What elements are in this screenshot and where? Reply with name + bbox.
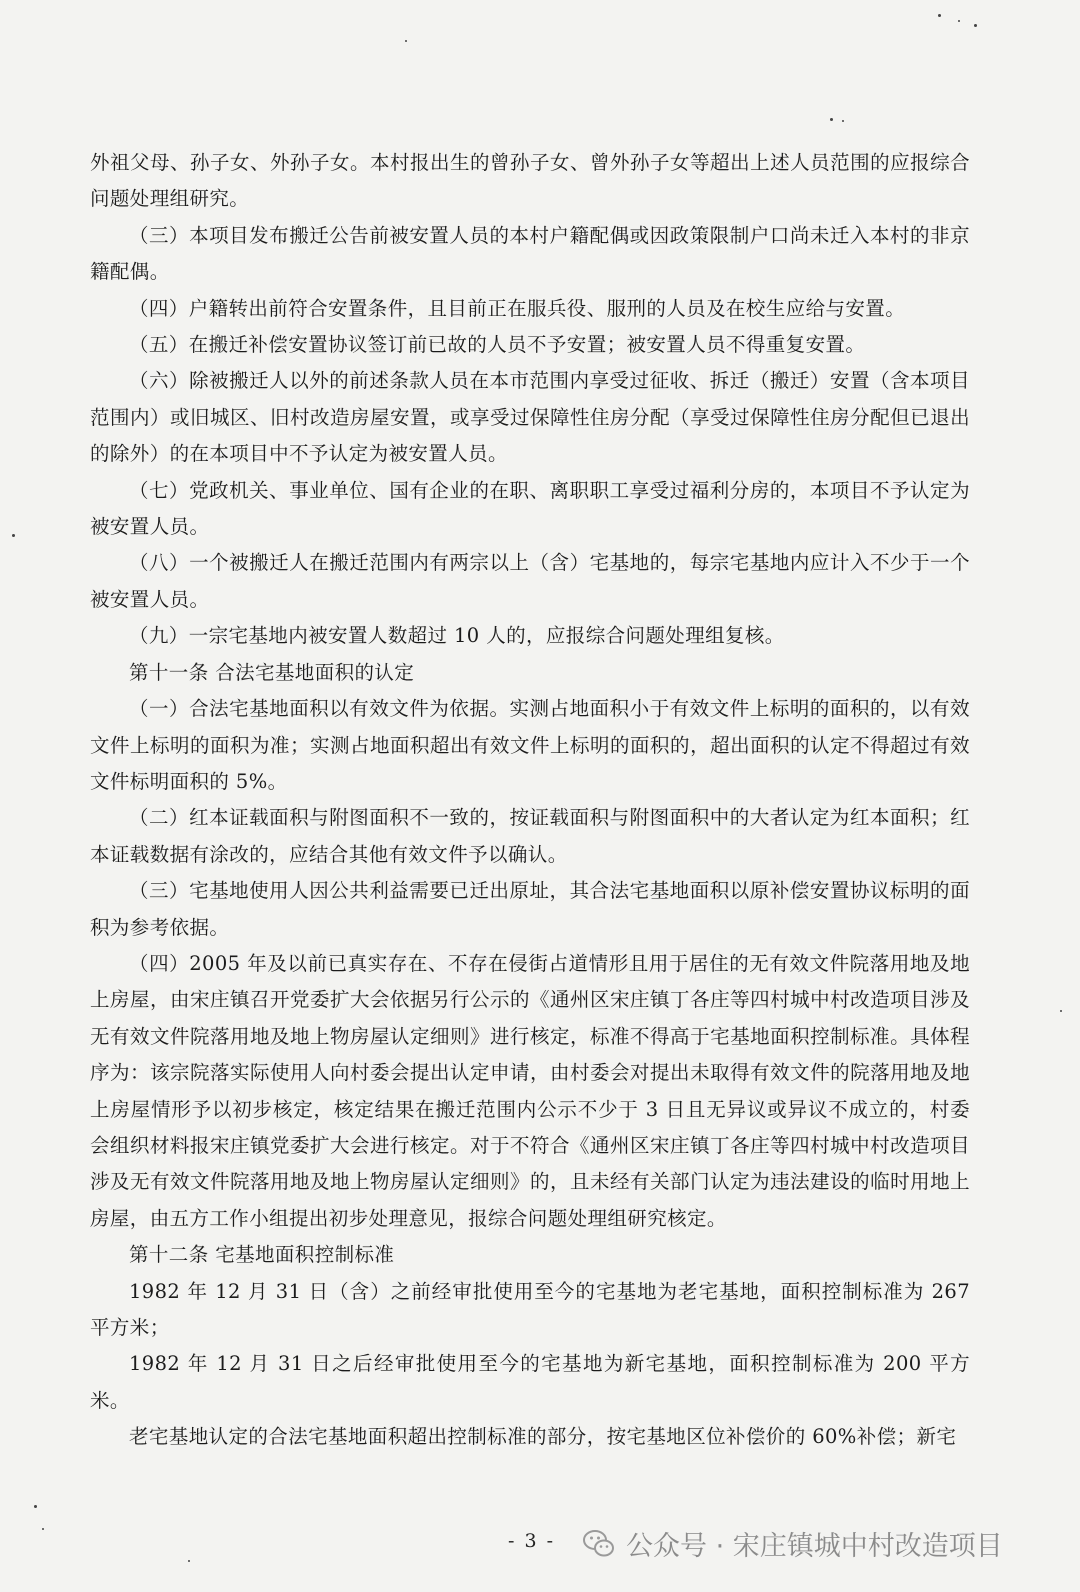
wechat-icon — [582, 1527, 616, 1561]
scan-speck — [958, 20, 960, 22]
scan-speck — [830, 118, 833, 121]
document-body — [90, 145, 970, 1456]
article-heading: 第十一条 合法宅基地面积的认定 — [129, 660, 415, 684]
scan-speck — [12, 534, 15, 537]
scan-speck — [938, 14, 941, 17]
paragraph: 1982 年 12 月 31 日（含）之前经审批使用至今的宅基地为老宅基地，面积控制标准为 267 平方米； — [90, 1279, 970, 1339]
paragraph: （五）在搬迁补偿安置协议签订前已故的人员不予安置；被安置人员不得重复安置。 — [129, 333, 866, 357]
scan-speck — [405, 40, 407, 42]
paragraph: （三）宅基地使用人因公共利益需要已迁出原址，其合法宅基地面积以原补偿安置协议标明的面积为参考依据。 — [90, 879, 970, 939]
paragraph: （三）本项目发布搬迁公告前被安置人员的本村户籍配偶或因政策限制户口尚未迁入本村的非京籍配偶。 — [90, 223, 970, 284]
page-number: - 3 - — [508, 1530, 556, 1552]
page-footer — [0, 1520, 1080, 1570]
paragraph: （二）红本证载面积与附图面积不一致的，按证载面积与附图面积中的大者认定为红本面积；红本证载数据有涂改的，应结合其他有效文件予以确认。 — [90, 806, 970, 866]
paragraph: （一）合法宅基地面积以有效文件为依据。实测占地面积小于有效文件上标明的面积的，以有效文件上标明的面积为准；实测占地面积超出有效文件上标明的面积的，超出面积的认定不得超过有效文件标明面积的 5%。 — [90, 697, 970, 793]
paragraph: 外祖父母、孙子女、外孙子女。本村报出生的曾孙子女、曾外孙子女等超出上述人员范围的应报综合问题处理组研究。 — [90, 151, 970, 211]
paragraph: （九）一宗宅基地内被安置人数超过 10 人的，应报综合问题处理组复核。 — [129, 624, 785, 648]
scan-speck — [974, 24, 977, 27]
article-heading: 第十二条 宅基地面积控制标准 — [129, 1243, 395, 1267]
wechat-watermark — [582, 1524, 1003, 1563]
paragraph: 老宅基地认定的合法宅基地面积超出控制标准的部分，按宅基地区位补偿价的 60%补偿；新宅 — [129, 1425, 957, 1449]
paragraph: （八）一个被搬迁人在搬迁范围内有两宗以上（含）宅基地的，每宗宅基地内应计入不少于一个被安置人员。 — [90, 551, 970, 611]
paragraph: （四）2005 年及以前已真实存在、不存在侵街占道情形且用于居住的无有效文件院落用地及地上房屋，由宋庄镇召开党委扩大会依据另行公示的《通州区宋庄镇丁各庄等四村城中村改造项目涉及无有效文件院落用地及地上物房屋认定细则》进行核定，标准不得高于宅基地面积控制标准。具体程序为：该宗院落实际使用人向村委会提出认定申请，由村委会对提出未取得有效文件的院落用地及地上房屋情形予以初步核定，核定结果在搬迁范围内公示不少于 3 日且无异议或异议不成立的，村委会组织材料报宋庄镇党委扩大会进行核定。对于不符合《通州区宋庄镇丁各庄等四村城中村改造项目涉及无有效文件院落用地及地上物房屋认定细则》的，且未经有关部门认定为违法建设的临时用地上房屋，由五方工作小组提出初步处理意见，报综合问题处理组研究核定。 — [90, 951, 970, 1230]
paragraph: （六）除被搬迁人以外的前述条款人员在本市范围内享受过征收、拆迁（搬迁）安置（含本项目范围内）或旧城区、旧村改造房屋安置，或享受过保障性住房分配（享受过保障性住房分配但已退出的除外）的在本项目中不予认定为被安置人员。 — [90, 369, 970, 466]
scan-speck — [842, 120, 844, 122]
paragraph: （七）党政机关、事业单位、国有企业的在职、离职职工享受过福利分房的，本项目不予认定为被安置人员。 — [90, 478, 970, 539]
scan-speck — [34, 1505, 37, 1508]
watermark-text: 公众号 · 宋庄镇城中村改造项目 — [626, 1531, 1003, 1562]
paragraph: 1982 年 12 月 31 日之后经审批使用至今的宅基地为新宅基地，面积控制标准为 200 平方米。 — [90, 1352, 970, 1412]
scan-speck — [1060, 1010, 1062, 1012]
paragraph: （四）户籍转出前符合安置条件，且目前正在服兵役、服刑的人员及在校生应给与安置。 — [129, 296, 906, 320]
